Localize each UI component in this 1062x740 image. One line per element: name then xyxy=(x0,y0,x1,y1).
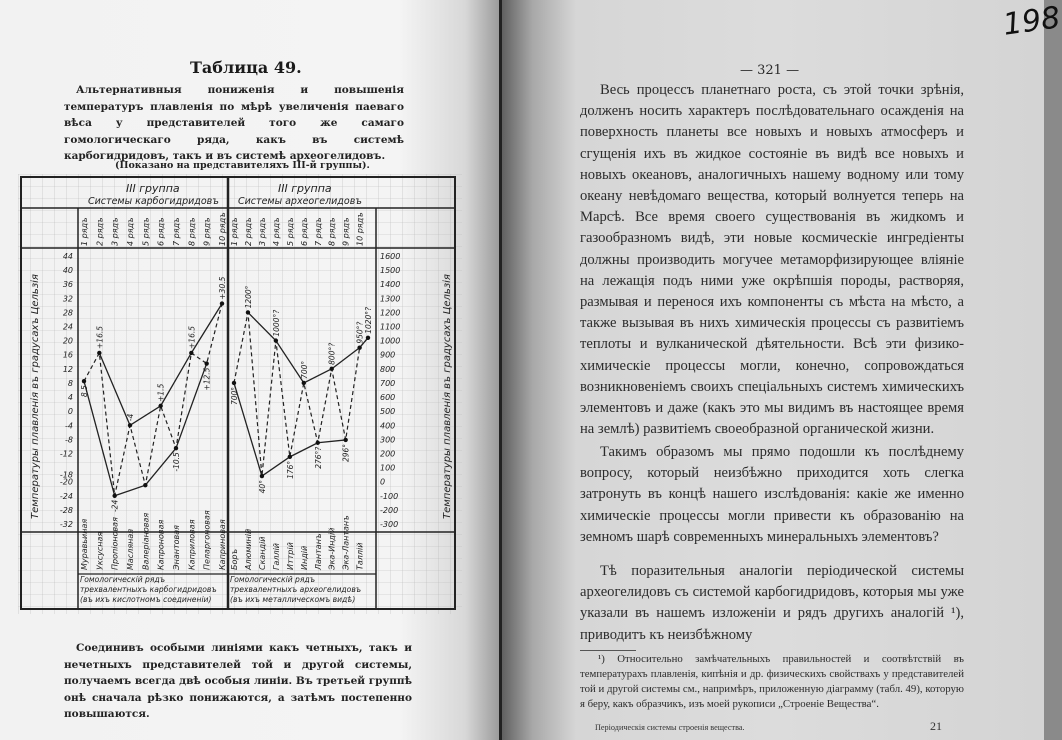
data-point xyxy=(97,351,101,355)
x-tick-label: Энантовая xyxy=(172,525,181,570)
row-label: 6 рядъ xyxy=(156,217,166,246)
y-tick-label: -28 xyxy=(59,505,73,515)
x-tick-label: Эка-Лантанъ xyxy=(341,515,351,570)
row-label: 3 рядъ xyxy=(110,217,120,246)
paragraph-text: Такимъ образомъ мы прямо подошли къ послѣднему вопросу, который неизбѣжно приходится хоть слегка затронуть въ концѣ нашего изслѣдованія: какіе же именно химическіе процессы могли привести къ образованію на земномъ шарѣ современныхъ минеральныхъ элементовъ? xyxy=(580,444,964,545)
table-title: Таблица 49. xyxy=(190,58,302,77)
x-tick-label: Скандій xyxy=(257,536,267,570)
data-point xyxy=(288,455,292,459)
diagram-caption: Соединивъ особыми линіями какъ четныхъ, такъ и нечетныхъ представителей той и другой системы, получаемъ всегда двѣ особыя линіи. Въ третьей группѣ онѣ сначала рѣзко понижаются, а затѣмъ постепенно повышаются. xyxy=(64,642,412,720)
book-gutter xyxy=(499,0,502,740)
x-tick-label: Лантанъ xyxy=(313,533,323,570)
y-tick-label: 20 xyxy=(62,336,73,346)
row-label: 1 рядъ xyxy=(80,217,89,246)
data-point xyxy=(232,381,236,385)
data-point xyxy=(174,446,178,450)
row-label: 4 рядъ xyxy=(271,217,281,246)
row-label: 7 рядъ xyxy=(172,217,181,246)
y-tick-label: -24 xyxy=(59,491,73,501)
y-tick-label: 600 xyxy=(380,393,396,403)
left-system-label: Системы карбогидридовъ xyxy=(88,196,219,207)
x-tick-label: Капроновая xyxy=(156,519,166,570)
melting-point-diagram xyxy=(18,174,462,614)
x-tick-label: Пропіоновая xyxy=(110,517,120,570)
y-tick-label: 1400 xyxy=(380,280,401,290)
data-label: +12.5 xyxy=(202,367,212,391)
right-y-axis-label: Температуры плавленія въ градусахъ Цельзія xyxy=(442,274,453,519)
y-tick-label: 1200 xyxy=(380,308,401,318)
y-tick-label: 32 xyxy=(62,294,73,304)
data-point xyxy=(112,494,116,498)
y-tick-label: -32 xyxy=(59,520,73,529)
body-paragraph-1 xyxy=(580,80,964,440)
x-tick-label: Алюминій xyxy=(243,528,253,570)
x-tick-label: Каприловая xyxy=(187,519,197,570)
data-point xyxy=(357,345,361,349)
data-label: -24 xyxy=(110,499,120,513)
footnote: ¹) Относительно замѣчательныхъ правильностей и соотвѣтствій въ температурахъ плавленія, кипѣнія и др. физическихъ свойствахъ у представителей той и другой системы см., напримѣръ, приложенную діаграмму (табл. 49), которую я беру, какъ образчикъ, изъ моей рукописи „Строеніе Вещества“. xyxy=(580,653,964,710)
x-tick-label: Галлій xyxy=(271,542,281,570)
row-label: 2 рядъ xyxy=(243,217,253,246)
y-tick-label: 8 xyxy=(67,378,73,388)
table-description: Альтернативныя пониженія и повышенія температуръ плавленія по мѣрѣ увеличенія паеваго вѣса у представителей того же самаго гомологическаго ряда, какъ въ системѣ карбогидридовъ, такъ и въ системѣ археогелидовъ. xyxy=(64,84,404,162)
y-tick-label: -20 xyxy=(59,477,73,487)
paragraph-text: Весь процессъ планетнаго роста, съ этой точки зрѣнія, долженъ носить характеръ послѣдовательнаго осажденія на поверхность планеты все новыхъ и новыхъ атмосферъ и сгущенія ихъ въ жидкое состояніе въ видѣ все новыхъ и новыхъ океановъ, аналогичныхъ нашему водному или тому океану невѣдомаго вещества, который волнуется теперь на Марсѣ. Все время своего существованія въ жидкомъ и газообразномъ видѣ, эти новые космическіе ингредіенты должны производить могучее метаморфизирующее вліяніе на лежащія подъ ними уже окрѣпшія породы, растворяя, размывая и перенося ихъ компоненты съ мѣста на мѣсто, а также вызывая въ нихъ химическія процессы съ развитіемъ теплоты и вулканической дѣятельности. Всѣ эти физико-химическіе процессы могли, конечно, сопровождаться возникновеніемъ своихъ спеціальныхъ системъ химическихъ элементовъ и даже (какъ это мы видимъ въ настоящее время на землѣ) развитіемъ своеобразной органической жизни. xyxy=(580,82,964,438)
data-label: -4 xyxy=(126,413,135,422)
data-label: +30.5 xyxy=(218,276,227,300)
x-tick-label: Пеларгоновая xyxy=(202,510,212,570)
data-label: 8.5 xyxy=(80,385,89,398)
data-point xyxy=(343,438,347,442)
data-label: +16.5 xyxy=(95,325,105,349)
page-number: — 321 — xyxy=(740,63,800,78)
x-tick-label: Уксусная xyxy=(95,531,105,570)
data-label: 40° xyxy=(257,480,267,494)
left-page xyxy=(0,0,500,740)
data-point xyxy=(143,483,147,487)
y-tick-label: 1100 xyxy=(380,322,401,332)
row-label: 8 рядъ xyxy=(187,217,197,246)
data-label: 296° xyxy=(341,443,351,463)
y-tick-label: -12 xyxy=(59,449,73,459)
y-tick-label: 100 xyxy=(380,463,396,473)
x-tick-label: Эка-Индій xyxy=(327,527,337,570)
data-point xyxy=(189,351,193,355)
y-tick-label: -300 xyxy=(380,520,399,529)
data-label: 700° xyxy=(230,386,239,406)
data-label: 950°? xyxy=(355,321,365,344)
data-point xyxy=(274,338,278,342)
signature-title: Періодическія системы строенія вещества. xyxy=(595,723,745,732)
y-tick-label: 1500 xyxy=(380,266,401,276)
row-label: 2 рядъ xyxy=(95,217,105,246)
data-point xyxy=(330,367,334,371)
data-label: 1020°? xyxy=(364,306,373,334)
y-tick-label: 900 xyxy=(380,350,396,360)
data-label: 700° xyxy=(299,360,309,379)
y-tick-label: -4 xyxy=(65,421,73,431)
x-tick-label: Муравьиная xyxy=(80,518,89,570)
x-tick-label: Индій xyxy=(299,545,309,570)
y-tick-label: 0 xyxy=(380,477,386,487)
data-label: 176° xyxy=(285,460,295,479)
data-point xyxy=(260,474,264,478)
row-label: 8 рядъ xyxy=(327,217,337,246)
data-label: +1.5 xyxy=(156,383,166,402)
row-label: 3 рядъ xyxy=(257,217,267,246)
x-tick-label: Иттрій xyxy=(285,542,295,570)
table-note: (Показано на представителяхъ III-й группы). xyxy=(115,160,370,171)
right-bottom-label: Гомологическій рядъ трехвалентныхъ археогелидовъ (въ ихъ металлическомъ видѣ) xyxy=(230,575,362,604)
right-group-label: III группа xyxy=(278,182,332,195)
right-system-label: Системы археогелидовъ xyxy=(238,196,363,207)
row-label: 10 рядъ xyxy=(218,212,227,246)
data-point xyxy=(316,441,320,445)
y-tick-label: 12 xyxy=(62,364,73,374)
y-tick-label: 1000 xyxy=(380,336,401,346)
y-tick-label: 36 xyxy=(62,280,73,290)
x-tick-label: Боръ xyxy=(230,548,239,570)
y-tick-label: -8 xyxy=(65,435,73,445)
y-tick-label: 1300 xyxy=(380,294,401,304)
y-tick-label: -200 xyxy=(380,505,399,515)
footnote-rule xyxy=(580,650,636,651)
body-paragraph-3 xyxy=(580,561,964,646)
row-label: 1 рядъ xyxy=(230,217,239,246)
data-point xyxy=(220,301,224,305)
y-tick-label: 1600 xyxy=(380,252,401,261)
y-tick-label: -18 xyxy=(59,470,73,480)
data-label: -10.5 xyxy=(172,452,181,472)
y-tick-label: 800 xyxy=(380,364,396,374)
y-tick-label: -100 xyxy=(380,491,399,501)
row-label: 4 рядъ xyxy=(126,217,135,246)
data-point xyxy=(366,336,370,340)
y-tick-label: 200 xyxy=(380,449,396,459)
left-group-label: III группа xyxy=(126,182,180,195)
paragraph-text: Тѣ поразительныя аналогіи періодической системы археогелидовъ съ системой карбогидридовъ, которыя мы уже указали въ нашемъ изложеніи и рядъ другихъ аналогій ¹), приводитъ къ неизбѣжному xyxy=(580,563,964,643)
data-point xyxy=(302,381,306,385)
data-label: +16.5 xyxy=(187,325,197,349)
y-tick-label: 300 xyxy=(380,435,396,445)
x-tick-label: Каприновая xyxy=(218,519,227,570)
data-label: 800°? xyxy=(327,342,337,365)
data-point xyxy=(128,423,132,427)
y-tick-label: 44 xyxy=(62,252,73,261)
y-tick-label: 24 xyxy=(62,322,73,332)
y-tick-label: 28 xyxy=(62,308,73,318)
data-point xyxy=(82,379,86,383)
y-tick-label: 0 xyxy=(67,407,73,417)
left-y-axis-label: Температуры плавленія въ градусахъ Цельзія xyxy=(30,274,41,519)
row-label: 10 рядъ xyxy=(355,212,365,246)
row-label: 5 рядъ xyxy=(141,217,151,246)
body-paragraph-2 xyxy=(580,442,964,548)
handwritten-folio-number: 198 xyxy=(1000,0,1062,43)
row-label: 9 рядъ xyxy=(341,217,351,246)
data-point xyxy=(246,310,250,314)
y-tick-label: 16 xyxy=(62,350,73,360)
data-label: 276°? xyxy=(313,446,323,469)
row-label: 7 рядъ xyxy=(313,217,323,246)
y-tick-label: 700 xyxy=(380,378,396,388)
data-label: 1200° xyxy=(243,285,253,309)
row-label: 5 рядъ xyxy=(285,217,295,246)
signature-number: 21 xyxy=(930,719,942,733)
x-tick-label: Масляная xyxy=(126,528,135,570)
data-point xyxy=(158,404,162,408)
x-tick-label: Таллій xyxy=(355,542,365,570)
y-tick-label: 4 xyxy=(67,393,73,403)
data-point xyxy=(204,361,208,365)
y-tick-label: 40 xyxy=(62,266,73,276)
y-tick-label: 500 xyxy=(380,407,396,417)
row-label: 9 рядъ xyxy=(202,217,212,246)
row-label: 6 рядъ xyxy=(299,217,309,246)
x-tick-label: Валеріановая xyxy=(141,512,151,570)
left-bottom-label: Гомологическій рядъ трехвалентныхъ карбогидридовъ (въ ихъ кислотномъ соединеніи) xyxy=(80,575,217,604)
data-label: 1000°? xyxy=(271,309,281,337)
y-tick-label: 400 xyxy=(380,421,396,431)
